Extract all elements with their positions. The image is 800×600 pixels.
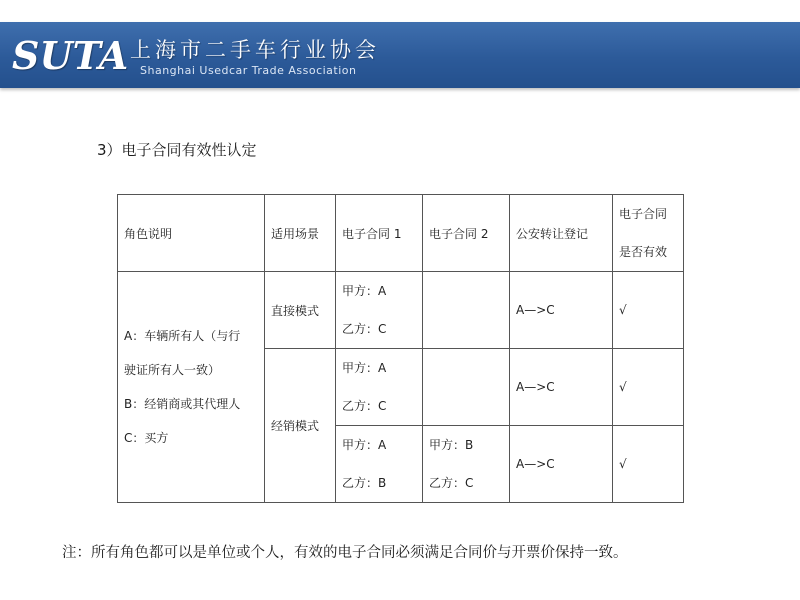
valid-check: √ [613, 272, 684, 349]
header-validity-line1: 电子合同 [619, 207, 668, 221]
party-b: 乙方：C [342, 322, 387, 336]
footnote: 注：所有角色都可以是单位或个人，有效的电子合同必须满足合同价与开票价保持一致。 [62, 545, 628, 561]
org-name-cn: 上海市二手车行业协会 [130, 38, 380, 62]
table-header-row [118, 195, 684, 272]
role-desc-line: B：经销商或其代理人 [124, 397, 241, 411]
header-validity [613, 195, 684, 272]
contract-1-cell [336, 426, 423, 503]
contract-2-cell-empty [423, 272, 510, 349]
header-validity-line2: 是否有效 [619, 245, 668, 259]
header-scenario: 适用场景 [265, 195, 336, 272]
transfer-cell: A—>C [510, 349, 613, 426]
suta-logo: SUTA [12, 33, 129, 78]
party-a: 甲方：B [429, 438, 474, 452]
party-a: 甲方：A [342, 284, 387, 298]
section-title: 3）电子合同有效性认定 [97, 141, 257, 159]
party-b: 乙方：C [342, 399, 387, 413]
valid-check: √ [613, 349, 684, 426]
header-contract-2: 电子合同 2 [423, 195, 510, 272]
party-a: 甲方：A [342, 438, 387, 452]
header-banner [0, 22, 800, 88]
transfer-cell: A—>C [510, 426, 613, 503]
table-row [118, 272, 684, 349]
header-contract-1: 电子合同 1 [336, 195, 423, 272]
header-police-transfer: 公安转让登记 [510, 195, 613, 272]
contract-1-cell [336, 272, 423, 349]
party-b: 乙方：B [342, 476, 387, 490]
party-b: 乙方：C [429, 476, 474, 490]
role-desc-line: 驶证所有人一致） [124, 363, 221, 377]
scenario-dealer: 经销模式 [265, 349, 336, 503]
role-desc-line: C：买方 [124, 431, 169, 445]
valid-check: √ [613, 426, 684, 503]
transfer-cell: A—>C [510, 272, 613, 349]
validity-table [117, 194, 684, 503]
org-name-en: Shanghai Usedcar Trade Association [140, 64, 357, 77]
scenario-direct: 直接模式 [265, 272, 336, 349]
role-description-cell [118, 272, 265, 503]
party-a: 甲方：A [342, 361, 387, 375]
contract-1-cell [336, 349, 423, 426]
contract-2-cell [423, 426, 510, 503]
header-role-desc: 角色说明 [118, 195, 265, 272]
role-desc-line: A：车辆所有人（与行 [124, 329, 241, 343]
contract-2-cell-empty [423, 349, 510, 426]
